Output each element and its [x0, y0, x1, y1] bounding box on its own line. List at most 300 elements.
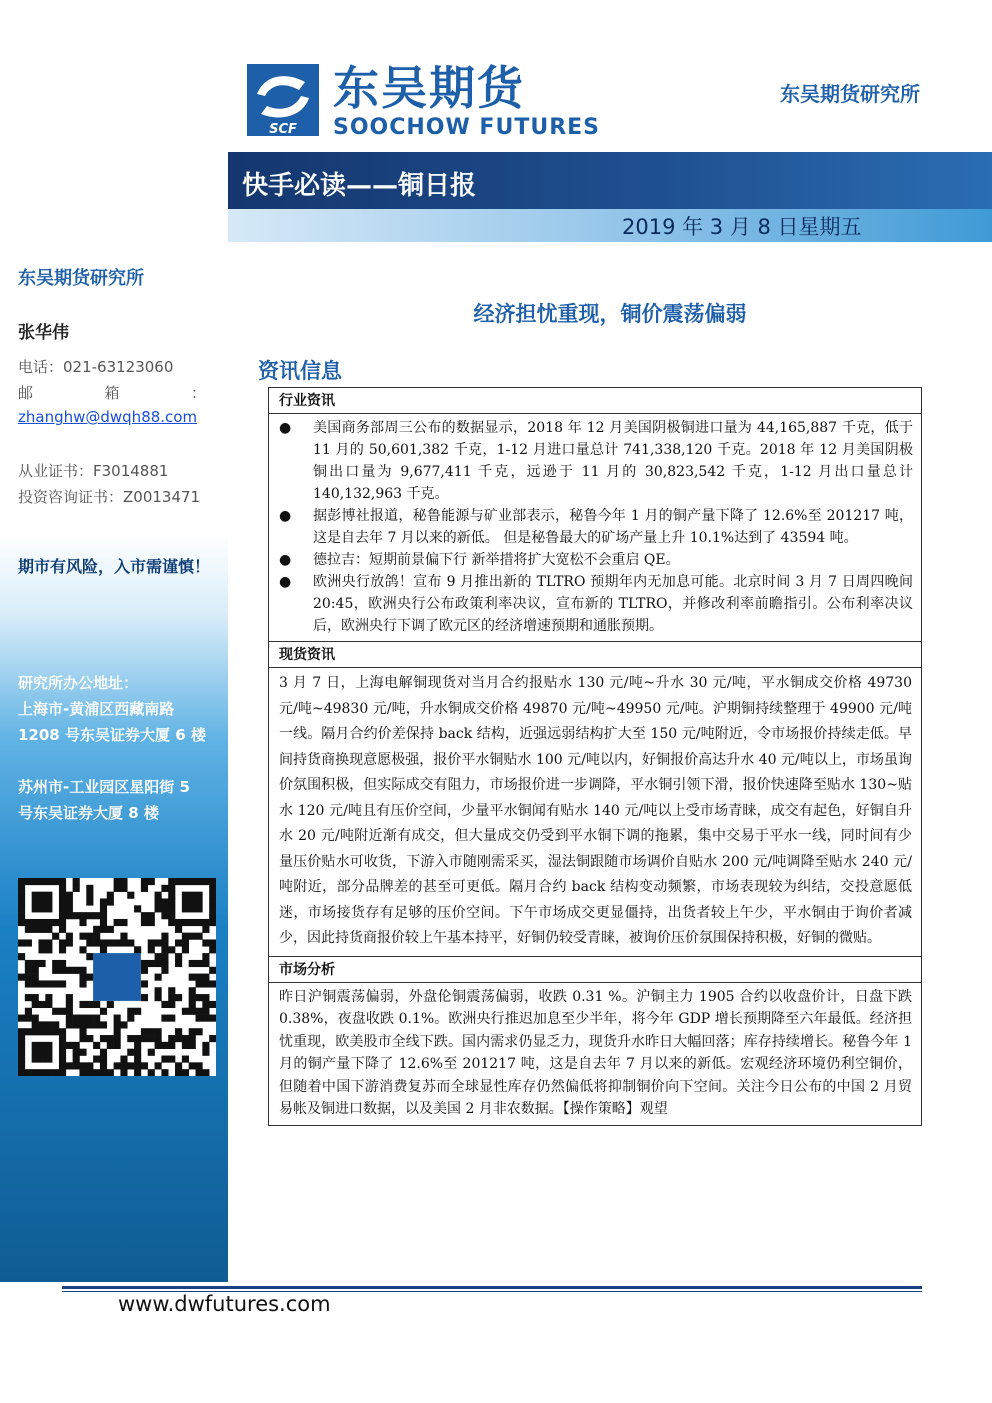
qr-module	[93, 1001, 100, 1008]
qr-module	[127, 1008, 134, 1015]
author-name: 张华伟	[18, 323, 69, 343]
qr-module	[196, 994, 203, 1001]
qr-module	[155, 905, 162, 912]
qr-module	[161, 933, 168, 940]
qr-module	[148, 939, 155, 946]
qr-module	[127, 1049, 134, 1056]
qr-module	[189, 878, 196, 885]
qr-module	[86, 953, 93, 960]
qr-module	[66, 933, 73, 940]
qr-module	[38, 905, 45, 912]
qr-module	[59, 1028, 66, 1035]
qr-module	[189, 919, 196, 926]
qr-module	[127, 1015, 134, 1022]
qr-module	[196, 1015, 203, 1022]
qr-module	[168, 994, 175, 1001]
qr-module	[168, 905, 175, 912]
qr-module	[161, 953, 168, 960]
qr-module	[66, 1021, 73, 1028]
qr-module	[93, 1021, 100, 1028]
qr-module	[196, 933, 203, 940]
qr-module	[161, 946, 168, 953]
qr-module	[100, 1049, 107, 1056]
qr-module	[120, 1069, 127, 1076]
list-item: ● 欧洲央行放鸽！宣布 9 月推出新的 TLTRO 预期年内无加息可能。北京时间 3 月 7 日周四晚间 20:45，欧洲央行公布政策利率决议，宣布新的 TLTRO，并修改利率前瞻指引。公布利率决议后，欧洲央行下调了欧元区的经济增速预期和通胀预期。	[269, 571, 913, 637]
qr-module	[189, 960, 196, 967]
qr-module	[161, 960, 168, 967]
qr-module	[38, 1028, 45, 1035]
qr-module	[18, 905, 25, 912]
qr-module	[202, 1069, 209, 1076]
qr-module	[66, 1001, 73, 1008]
qr-module	[196, 1069, 203, 1076]
qr-module	[32, 1001, 39, 1008]
qr-module	[161, 967, 168, 974]
qr-module	[45, 1069, 52, 1076]
qr-module	[18, 892, 25, 899]
qr-module	[189, 1001, 196, 1008]
spot-heading: 现货资讯	[269, 641, 921, 668]
qr-module	[189, 994, 196, 1001]
qr-module	[100, 919, 107, 926]
qr-module	[52, 933, 59, 940]
qr-module	[196, 960, 203, 967]
logo-english-name: SOOCHOW FUTURES	[333, 115, 601, 140]
qr-module	[38, 898, 45, 905]
qr-module	[18, 1056, 25, 1063]
qr-module	[38, 919, 45, 926]
qr-module	[18, 939, 25, 946]
qr-module	[175, 960, 182, 967]
qr-module	[196, 919, 203, 926]
qr-module	[189, 1062, 196, 1069]
qr-module	[38, 980, 45, 987]
qr-module	[18, 953, 25, 960]
qr-module	[107, 1035, 114, 1042]
qr-module	[59, 892, 66, 899]
qr-module	[86, 885, 93, 892]
qr-module	[155, 994, 162, 1001]
qr-module	[175, 939, 182, 946]
qr-module	[45, 905, 52, 912]
qr-module	[66, 912, 73, 919]
qr-module	[148, 919, 155, 926]
qr-module	[182, 878, 189, 885]
qr-module	[196, 1028, 203, 1035]
qr-module	[59, 905, 66, 912]
qr-module	[148, 878, 155, 885]
qr-module	[209, 939, 216, 946]
qr-module	[127, 1062, 134, 1069]
qr-module	[168, 1042, 175, 1049]
qr-module	[202, 1049, 209, 1056]
qr-module	[18, 878, 25, 885]
qr-module	[141, 960, 148, 967]
qr-module	[155, 1028, 162, 1035]
qr-module	[141, 967, 148, 974]
qr-module	[114, 1015, 121, 1022]
qr-module	[38, 1042, 45, 1049]
qr-module	[100, 939, 107, 946]
qr-module	[59, 885, 66, 892]
qr-module	[25, 1008, 32, 1015]
qr-code-graphic	[18, 878, 216, 1076]
qr-module	[86, 1015, 93, 1022]
qr-module	[114, 1042, 121, 1049]
qr-module	[52, 878, 59, 885]
qr-module	[134, 946, 141, 953]
qr-module	[141, 994, 148, 1001]
qr-module	[100, 926, 107, 933]
qr-module	[45, 892, 52, 899]
qr-module	[38, 1056, 45, 1063]
qr-module	[120, 1062, 127, 1069]
qr-module	[59, 960, 66, 967]
qr-module	[155, 898, 162, 905]
qr-module	[79, 1035, 86, 1042]
qr-module	[32, 994, 39, 1001]
qr-module	[141, 912, 148, 919]
qr-module	[127, 892, 134, 899]
qr-module	[209, 919, 216, 926]
qr-module	[175, 878, 182, 885]
qr-module	[52, 919, 59, 926]
qr-module	[38, 1021, 45, 1028]
qr-module	[175, 1062, 182, 1069]
qr-module	[86, 1069, 93, 1076]
qr-module	[18, 1069, 25, 1076]
risk-warning: 期市有风险，入市需谨慎！	[18, 557, 211, 576]
qr-module	[107, 939, 114, 946]
qr-module	[196, 905, 203, 912]
qr-module	[32, 926, 39, 933]
analysis-text: 昨日沪铜震荡偏弱，外盘伦铜震荡偏弱，收跌 0.31 %。沪铜主力 1905 合约以收盘价计，日盘下跌 0.38%，夜盘收跌 0.1%。欧洲央行推迟加息至少半年，将今年 GDP 增长预期降至六年最低。经济担忧重现，欧美股市全线下跌。国内需求仍显乏力，现货升水昨日大幅回落；库存持续增长。秘鲁今年 1 月的铜产量下降了 12.6%至 201217 吨，这是自去年 7 月以来的新低。宏观经济环境仍利空铜价，但随着中国下游消费复苏而全球显性库存仍然偏低将抑制铜价向下空间。关注今日公布的中国 2 月贸易帐及铜进口数据，以及美国 2 月非农数据。【操作策略】观望	[279, 988, 912, 1117]
qr-module	[86, 1035, 93, 1042]
qr-module	[73, 878, 80, 885]
qr-module	[148, 912, 155, 919]
qr-module	[141, 1062, 148, 1069]
report-date: 2019 年 3 月 8 日星期五	[622, 215, 862, 239]
qr-module	[66, 1008, 73, 1015]
qr-module	[114, 885, 121, 892]
author-email-link[interactable]: zhanghw@dwqh88.com	[18, 408, 198, 426]
qr-module	[175, 1028, 182, 1035]
qr-module	[79, 980, 86, 987]
qr-module	[168, 1035, 175, 1042]
qr-module	[202, 994, 209, 1001]
qr-module	[86, 1001, 93, 1008]
qr-module	[161, 1015, 168, 1022]
qr-module	[196, 1008, 203, 1015]
report-title: 快手必读——铜日报	[242, 171, 477, 201]
qr-module	[107, 1042, 114, 1049]
qr-module	[107, 898, 114, 905]
qr-module	[202, 980, 209, 987]
qr-module	[18, 1049, 25, 1056]
qr-module	[196, 892, 203, 899]
qr-module	[155, 987, 162, 994]
qr-module	[38, 892, 45, 899]
qr-module	[209, 1015, 216, 1022]
qr-module	[32, 967, 39, 974]
qr-module	[202, 878, 209, 885]
practice-certificate: 从业证书：F3014881	[18, 462, 169, 480]
sidebar-institute: 东吴期货研究所	[18, 268, 144, 289]
qr-module	[161, 1042, 168, 1049]
qr-module	[148, 1035, 155, 1042]
qr-module	[134, 1049, 141, 1056]
qr-module	[45, 1042, 52, 1049]
qr-module	[182, 905, 189, 912]
qr-module	[155, 892, 162, 899]
qr-module	[100, 1021, 107, 1028]
list-item: ● 美国商务部周三公布的数据显示，2018 年 12 月美国阴极铜进口量为 44,165,887 千克，低于 11 月的 50,601,382 千克，1-12 月进口量总计 741,338,120 千克。2018 年 12 月美国阴极铜出口量为 9,677,411 千克，远逊于 11 月的 30,823,542 千克，1-12 月出口量总计 140,132,963 千克。	[269, 417, 913, 505]
header-institute: 东吴期货研究所	[780, 82, 920, 106]
qr-module	[32, 960, 39, 967]
qr-module	[93, 926, 100, 933]
qr-module	[209, 878, 216, 885]
qr-module	[182, 919, 189, 926]
qr-module	[107, 1001, 114, 1008]
qr-module	[86, 939, 93, 946]
qr-module	[209, 946, 216, 953]
qr-module	[161, 905, 168, 912]
qr-module	[120, 919, 127, 926]
qr-module	[79, 1015, 86, 1022]
qr-module	[120, 1021, 127, 1028]
qr-module	[45, 926, 52, 933]
qr-module	[86, 1021, 93, 1028]
qr-module	[114, 1035, 121, 1042]
qr-module	[45, 1001, 52, 1008]
qr-module	[114, 1062, 121, 1069]
qr-module	[168, 885, 175, 892]
spot-text: 3 月 7 日，上海电解铜现货对当月合约报贴水 130 元/吨~升水 30 元/吨，平水铜成交价格 49730 元/吨~49830 元/吨，升水铜成交价格 49870 元/吨~49950 元/吨。沪期铜持续整理于 49900 元/吨一线。隔月合约价差保持 back 结构，近强远弱结构扩大至 150 元/吨附近，令市场报价持续走低。早间持货商换现意愿极强，报价平水铜贴水 100 元/吨以内，好铜报价高达升水 40 元/吨以上，市场虽询价氛围积极，但实际成交有阻力，市场报价进一步调降，平水铜引领下滑，报价快速降至贴水 130~贴水 120 元/吨且有压价空间，少量平水铜闻有贴水 140 元/吨以上受市场青睐，成交有起色，好铜自升水 20 元/吨附近渐有成交，但大量成交仍受到平水铜下调的拖累，集中交易于平水一线，同时间有少量压价贴水可收货，下游入市随刚需采买，湿法铜跟随市场调价自贴水 200 元/吨调降至贴水 240 元/吨附近，部分品牌差的甚至可更低。隔月合约 back 结构变动频繁，市场表现较为纠结，交投意愿低迷，市场接货存有足够的压价空间。下午市场成交更显僵持，出货者较上午少，平水铜由于询价者减少，因此持货商报价较上午基本持平，好铜仍较受青睐，被询价压价氛围保持积极，好铜的微贴。	[279, 675, 912, 946]
qr-module	[209, 980, 216, 987]
qr-module	[120, 885, 127, 892]
qr-module	[86, 898, 93, 905]
qr-module	[59, 912, 66, 919]
qr-module	[100, 905, 107, 912]
list-item: ● 德拉吉：短期前景偏下行 新举措将扩大宽松不会重启 QE。	[269, 549, 913, 571]
qr-module	[18, 1028, 25, 1035]
qr-module	[32, 878, 39, 885]
qr-module	[52, 967, 59, 974]
qr-module	[114, 1028, 121, 1035]
scf-logo-icon	[247, 64, 319, 136]
qr-module	[141, 1035, 148, 1042]
qr-module	[182, 1069, 189, 1076]
footer-rule	[62, 1286, 922, 1289]
qr-module	[66, 905, 73, 912]
qr-module	[134, 1069, 141, 1076]
qr-module	[59, 1062, 66, 1069]
qr-module	[182, 933, 189, 940]
qr-module	[168, 878, 175, 885]
qr-module	[120, 939, 127, 946]
qr-module	[32, 980, 39, 987]
qr-module	[32, 919, 39, 926]
qr-module	[25, 939, 32, 946]
qr-module	[66, 967, 73, 974]
qr-module	[175, 1035, 182, 1042]
qr-module	[59, 1008, 66, 1015]
qr-module	[45, 939, 52, 946]
company-logo	[247, 60, 601, 140]
qr-module	[79, 1062, 86, 1069]
date-band	[228, 209, 992, 242]
qr-module	[202, 960, 209, 967]
qr-module	[189, 1008, 196, 1015]
qr-module	[59, 946, 66, 953]
qr-module	[73, 967, 80, 974]
qr-module	[66, 892, 73, 899]
industry-news-list	[269, 414, 921, 641]
qr-module	[148, 960, 155, 967]
qr-module	[59, 919, 66, 926]
qr-module	[18, 1042, 25, 1049]
website-url: www.dwfutures.com	[118, 1292, 331, 1316]
qr-module	[114, 939, 121, 946]
qr-module	[79, 946, 86, 953]
qr-module	[32, 1069, 39, 1076]
qr-module	[196, 878, 203, 885]
qr-module	[168, 1056, 175, 1063]
qr-module	[32, 898, 39, 905]
qr-module	[168, 987, 175, 994]
qr-module	[189, 1035, 196, 1042]
qr-module	[79, 919, 86, 926]
qr-module	[202, 939, 209, 946]
qr-module	[66, 939, 73, 946]
qr-module	[25, 960, 32, 967]
qr-module	[182, 1056, 189, 1063]
qr-module	[189, 1042, 196, 1049]
qr-module	[32, 1015, 39, 1022]
qr-module	[209, 1001, 216, 1008]
qr-module	[59, 1035, 66, 1042]
qr-module	[59, 980, 66, 987]
qr-module	[86, 1062, 93, 1069]
qr-module	[59, 878, 66, 885]
qr-module	[196, 898, 203, 905]
qr-module	[120, 1056, 127, 1063]
qr-module	[107, 926, 114, 933]
qr-module	[155, 953, 162, 960]
qr-module	[175, 994, 182, 1001]
qr-module	[114, 1021, 121, 1028]
author-phone: 电话：021-63123060	[18, 358, 174, 376]
qr-module	[209, 905, 216, 912]
mail-label-char: 邮	[18, 384, 34, 402]
qr-module	[45, 919, 52, 926]
qr-module	[141, 919, 148, 926]
qr-module	[79, 1049, 86, 1056]
qr-module	[18, 1062, 25, 1069]
qr-module	[175, 919, 182, 926]
headline: 经济担忧重现，铜价震荡偏弱	[473, 302, 747, 326]
qr-module	[93, 1015, 100, 1022]
qr-module	[45, 980, 52, 987]
qr-module	[134, 1062, 141, 1069]
qr-module	[189, 898, 196, 905]
qr-module	[32, 1056, 39, 1063]
qr-module	[189, 892, 196, 899]
qr-module	[168, 892, 175, 899]
qr-module	[141, 980, 148, 987]
qr-module	[32, 1049, 39, 1056]
qr-module	[175, 1069, 182, 1076]
qr-module	[202, 1042, 209, 1049]
qr-module	[73, 1042, 80, 1049]
logo-abbr: SCF	[269, 122, 297, 136]
qr-module	[161, 898, 168, 905]
qr-module	[114, 919, 121, 926]
qr-module	[93, 1069, 100, 1076]
qr-module	[93, 939, 100, 946]
qr-module	[209, 967, 216, 974]
qr-module	[209, 885, 216, 892]
qr-module	[59, 1069, 66, 1076]
qr-module	[18, 898, 25, 905]
qr-module	[73, 912, 80, 919]
qr-module	[38, 946, 45, 953]
qr-module	[182, 946, 189, 953]
qr-module	[32, 1028, 39, 1035]
qr-module	[202, 1015, 209, 1022]
logo-chinese-name: 东吴期货	[333, 61, 525, 115]
qr-module	[93, 1056, 100, 1063]
qr-module	[155, 939, 162, 946]
qr-module	[45, 1028, 52, 1035]
qr-module	[168, 1015, 175, 1022]
qr-module	[114, 878, 121, 885]
qr-module	[32, 1042, 39, 1049]
qr-module	[189, 974, 196, 981]
qr-module	[25, 926, 32, 933]
qr-module	[32, 892, 39, 899]
qr-module	[100, 912, 107, 919]
address-line: 苏州市-工业园区星阳街 5	[18, 778, 190, 796]
qr-module	[73, 1049, 80, 1056]
qr-module	[127, 1035, 134, 1042]
qr-module	[196, 1062, 203, 1069]
qr-module	[161, 1056, 168, 1063]
section-title: 资讯信息	[258, 359, 342, 383]
qr-module	[59, 939, 66, 946]
qr-module	[73, 885, 80, 892]
qr-module	[189, 1028, 196, 1035]
qr-module	[209, 1035, 216, 1042]
mail-label-char: ：	[190, 384, 206, 402]
qr-module	[100, 1008, 107, 1015]
info-table	[268, 387, 922, 1126]
qr-module	[32, 905, 39, 912]
qr-module	[38, 926, 45, 933]
qr-module	[93, 1042, 100, 1049]
list-item: ● 据彭博社报道，秘鲁能源与矿业部表示，秘鲁今年 1 月的铜产量下降了 12.6%至 201217 吨，这是自去年 7 月以来的新低。 但是秘鲁最大的矿场产量上升 10.1%达到了 43594 吨。	[269, 505, 913, 549]
qr-module	[182, 892, 189, 899]
qr-module	[196, 974, 203, 981]
qr-module	[25, 974, 32, 981]
qr-module	[59, 967, 66, 974]
qr-module	[25, 1069, 32, 1076]
qr-module	[52, 1021, 59, 1028]
qr-module	[79, 1028, 86, 1035]
address-line: 上海市-黄浦区西藏南路	[18, 700, 175, 718]
qr-module	[141, 1028, 148, 1035]
qr-center-logo	[93, 953, 141, 1001]
